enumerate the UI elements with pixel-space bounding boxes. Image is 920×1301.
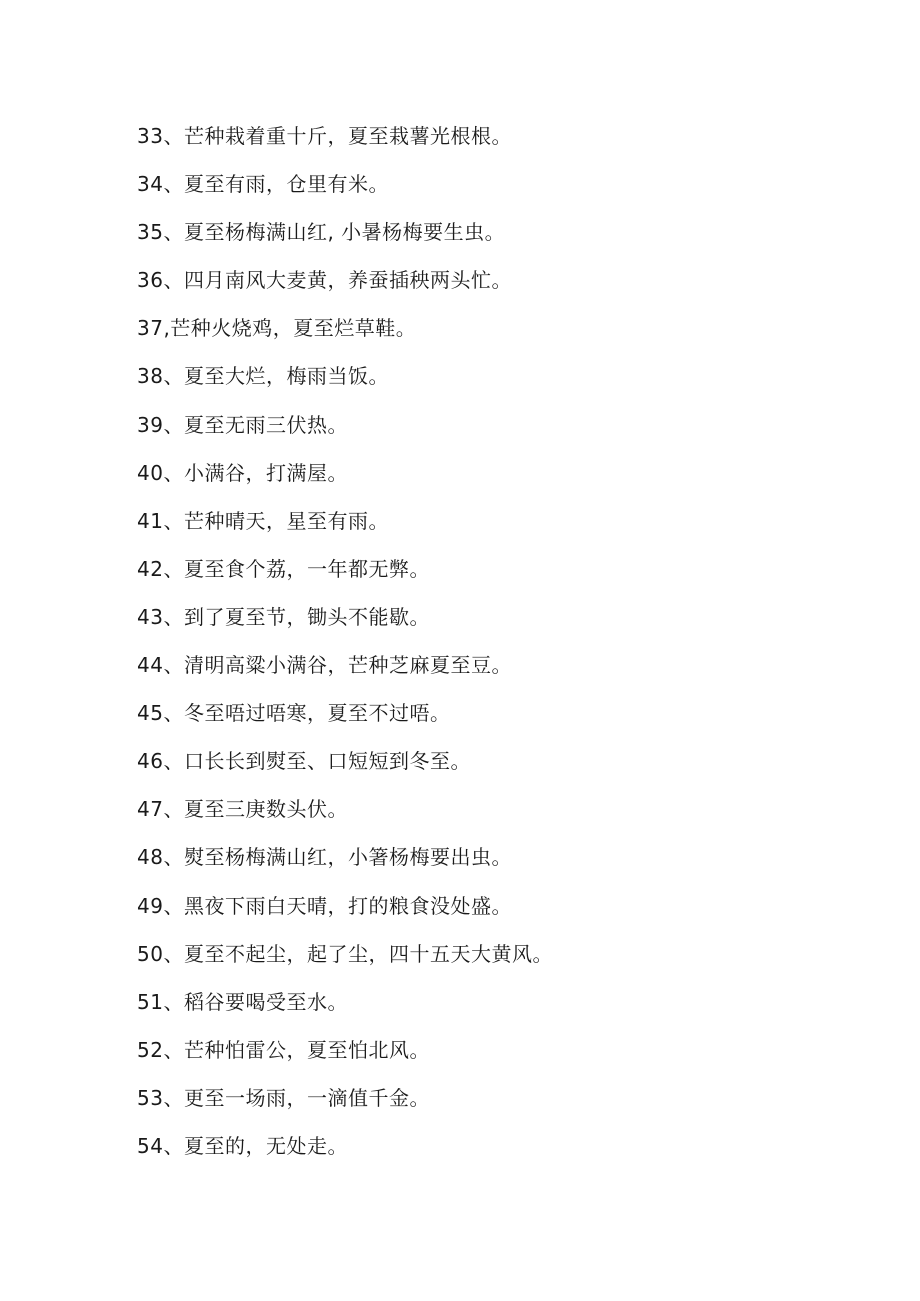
- proverb-line: 38、夏至大烂，梅雨当饭。: [137, 364, 389, 389]
- proverb-line: 51、稻谷要喝受至水。: [137, 989, 348, 1014]
- proverb-line: 47、夏至三庚数头伏。: [137, 797, 348, 822]
- proverb-line: 48、熨至杨梅满山红，小箸杨梅要出虫。: [137, 845, 512, 870]
- proverb-line: 34、夏至有雨，仓里有米。: [137, 172, 389, 197]
- proverb-line: 54、夏至的，无处走。: [137, 1133, 348, 1158]
- proverb-line: 49、黑夜下雨白天晴，打的粮食没处盛。: [137, 893, 512, 918]
- proverb-line: 52、芒种怕雷公，夏至怕北风。: [137, 1037, 430, 1062]
- proverb-line: 37,芒种火烧鸡，夏至烂草鞋。: [137, 316, 417, 341]
- proverb-line: 40、小满谷，打满屋。: [137, 460, 348, 485]
- proverb-line: 53、更至一场雨，一滴值千金。: [137, 1085, 430, 1110]
- proverb-line: 50、夏至不起尘，起了尘，四十五天大黄风。: [137, 941, 553, 966]
- proverb-list: [137, 119, 877, 1177]
- proverb-line: 33、芒种栽着重十斤，夏至栽薯光根根。: [137, 124, 512, 148]
- proverb-line: 44、清明高粱小满谷，芒种芝麻夏至豆。: [137, 653, 512, 678]
- proverb-line: 39、夏至无雨三伏热。: [137, 412, 348, 437]
- proverb-line: 42、夏至食个荔，一年都无弊。: [137, 556, 430, 581]
- proverb-line: 43、到了夏至节，锄头不能歇。: [137, 604, 430, 629]
- proverb-line: 45、冬至唔过唔寒，夏至不过唔。: [137, 701, 451, 726]
- proverb-line: 46、口长长到熨至、口短短到冬至。: [137, 749, 471, 774]
- proverb-line: 36、四月南风大麦黄，养蚕插秧两头忙。: [137, 268, 512, 293]
- proverb-line: 41、芒种晴天，星至有雨。: [137, 508, 389, 533]
- proverb-line: 35、夏至杨梅满山红, 小暑杨梅要生虫。: [137, 220, 506, 245]
